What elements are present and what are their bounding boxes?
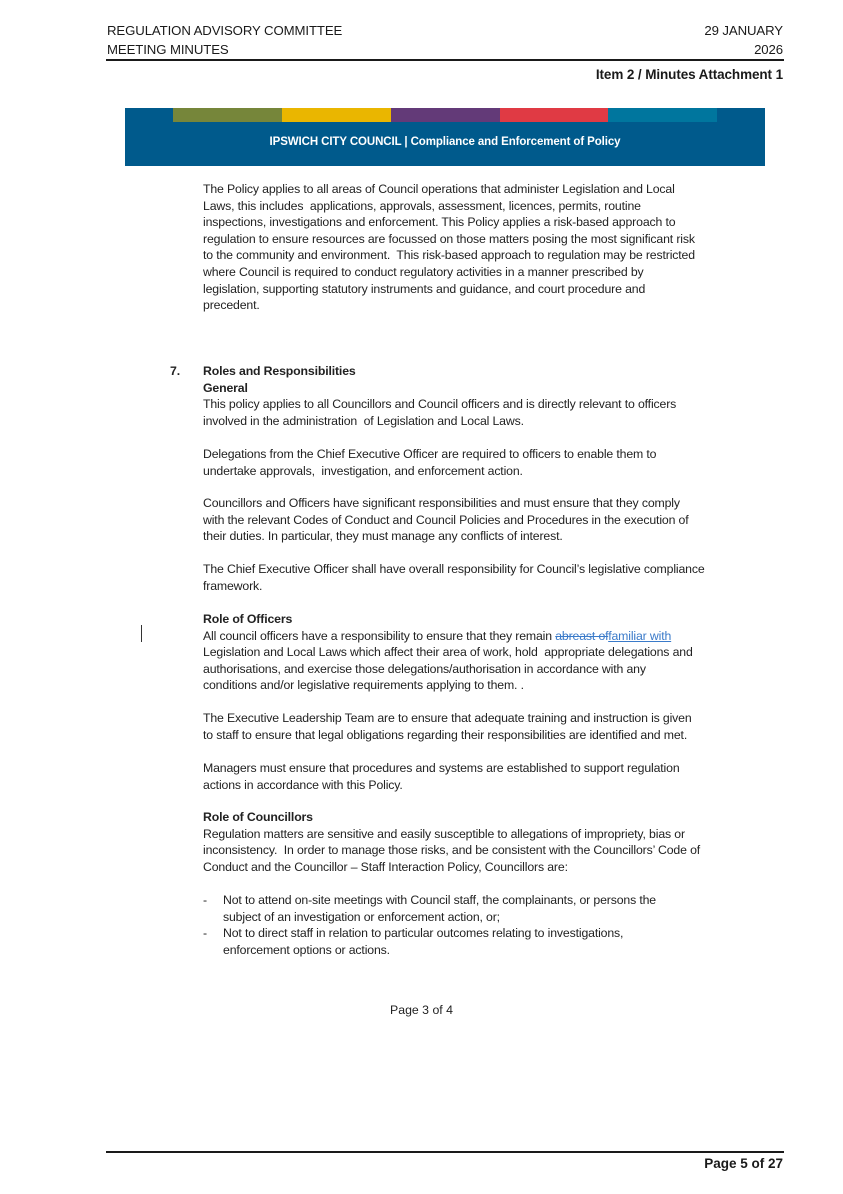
text-line: legislation, supporting statutory instruments and guidance, and court procedure and bbox=[203, 281, 646, 296]
tracked-change-line bbox=[203, 628, 733, 645]
section-title: Roles and Responsibilities bbox=[203, 364, 356, 378]
text-line: their duties. In particular, they must manage any conflicts of interest. bbox=[203, 529, 563, 544]
text-line: to staff to ensure that legal obligations regarding their responsibilities are identified and met. bbox=[203, 727, 688, 742]
text-line: Not to attend on-site meetings with Council staff, the complainants, or persons the bbox=[223, 893, 656, 907]
bullet-marker: - bbox=[203, 926, 207, 940]
text-line: Laws, this includes applications, approvals, assessment, licences, permits, routine bbox=[203, 198, 641, 213]
date-line-2: 2026 bbox=[754, 42, 783, 57]
text-line: Regulation matters are sensitive and easily susceptible to allegations of impropriety, bias or bbox=[203, 826, 685, 841]
text-line: subject of an investigation or enforcement action, or; bbox=[223, 909, 500, 924]
banner-stripe-red bbox=[500, 108, 608, 122]
banner-title: IPSWICH CITY COUNCIL | Compliance and Enforcement of Policy bbox=[269, 136, 621, 148]
paragraph-general-2 bbox=[203, 446, 733, 479]
bullet-marker: - bbox=[203, 893, 207, 907]
text-line: The Chief Executive Officer shall have overall responsibility for Council’s legislative compliance bbox=[203, 562, 705, 576]
subheading-general: General bbox=[203, 380, 248, 395]
paragraph-officers-3 bbox=[203, 760, 733, 793]
text-line: This policy applies to all Councillors and Council officers and is directly relevant to officers bbox=[203, 397, 677, 412]
paragraph-general-3 bbox=[203, 495, 733, 545]
bullet-item bbox=[223, 925, 723, 958]
paragraph-general-1 bbox=[203, 396, 733, 429]
tracked-insertion[interactable]: familiar with bbox=[608, 628, 672, 643]
revision-change-bar bbox=[141, 625, 142, 642]
section-7 bbox=[203, 363, 733, 429]
text-line: regulation to ensure resources are focussed on those matters posing the most significant risk bbox=[203, 231, 695, 246]
banner-stripe-teal bbox=[608, 108, 717, 122]
banner-stripe-yellow bbox=[282, 108, 391, 122]
document-subtitle: MEETING MINUTES bbox=[107, 42, 229, 57]
text-line: Legislation and Local Laws which affect their area of work, hold appropriate delegations and bbox=[203, 645, 693, 660]
tracked-deletion[interactable]: abreast of bbox=[555, 628, 609, 643]
text-line: Conduct and the Councillor – Staff Interaction Policy, Councillors are: bbox=[203, 859, 568, 874]
paragraph-general-4 bbox=[203, 561, 733, 594]
footer-rule bbox=[106, 1151, 784, 1153]
text-line: involved in the administration of Legislation and Local Laws. bbox=[203, 413, 524, 428]
text-line: actions in accordance with this Policy. bbox=[203, 777, 403, 792]
text-line: inspections, investigations and enforcement. This Policy applies a risk-based approach to bbox=[203, 215, 676, 230]
bullet-item bbox=[223, 892, 723, 925]
committee-name: REGULATION ADVISORY COMMITTEE bbox=[107, 23, 343, 38]
role-of-officers bbox=[203, 611, 733, 694]
text-line: The Policy applies to all areas of Council operations that administer Legislation and Local bbox=[203, 182, 675, 196]
text-line: The Executive Leadership Team are to ensure that adequate training and instruction is given bbox=[203, 711, 692, 725]
document-header-date bbox=[704, 21, 783, 59]
inner-page-number: Page 3 of 4 bbox=[390, 1003, 453, 1017]
text-line: Not to direct staff in relation to particular outcomes relating to investigations, bbox=[223, 926, 624, 940]
date-line-1: 29 JANUARY bbox=[704, 23, 783, 38]
document-header-left bbox=[107, 21, 342, 59]
text-line: to the community and environment. This risk-based approach to regulation may be restricted bbox=[203, 248, 695, 263]
subheading-role-of-councillors: Role of Councillors bbox=[203, 810, 313, 824]
intro-paragraph bbox=[203, 181, 733, 314]
text-line: precedent. bbox=[203, 298, 260, 313]
text-segment: All council officers have a responsibility to ensure that they remain bbox=[203, 628, 556, 643]
footer-page-number: Page 5 of 27 bbox=[704, 1156, 783, 1171]
text-line: Managers must ensure that procedures and systems are established to support regulation bbox=[203, 761, 680, 775]
paragraph-officers-2 bbox=[203, 710, 733, 743]
policy-banner bbox=[125, 108, 765, 166]
text-line: conditions and/or legislative requirements applying to them. . bbox=[203, 678, 524, 693]
item-attachment-label: Item 2 / Minutes Attachment 1 bbox=[595, 67, 783, 82]
text-line: undertake approvals, investigation, and enforcement action. bbox=[203, 463, 523, 478]
text-line: where Council is required to conduct regulatory activities in a manner prescribed by bbox=[203, 264, 644, 279]
text-line: authorisations, and exercise those delegations/authorisation in accordance with any bbox=[203, 661, 646, 676]
text-line: Councillors and Officers have significant responsibilities and must ensure that they comply bbox=[203, 496, 680, 510]
subheading-role-of-officers: Role of Officers bbox=[203, 612, 293, 626]
section-number: 7. bbox=[170, 364, 180, 378]
text-line: Delegations from the Chief Executive Officer are required to officers to enable them to bbox=[203, 447, 657, 461]
text-line: enforcement options or actions. bbox=[223, 942, 390, 957]
role-of-councillors bbox=[203, 809, 733, 875]
text-line: with the relevant Codes of Conduct and Council Policies and Procedures in the execution of bbox=[203, 512, 689, 527]
banner-stripe-purple bbox=[391, 108, 500, 122]
text-line: framework. bbox=[203, 578, 263, 593]
header-rule bbox=[106, 59, 784, 61]
banner-stripe-green bbox=[173, 108, 282, 122]
text-line: inconsistency. In order to manage those risks, and be consistent with the Councillors’ Code of bbox=[203, 843, 701, 858]
